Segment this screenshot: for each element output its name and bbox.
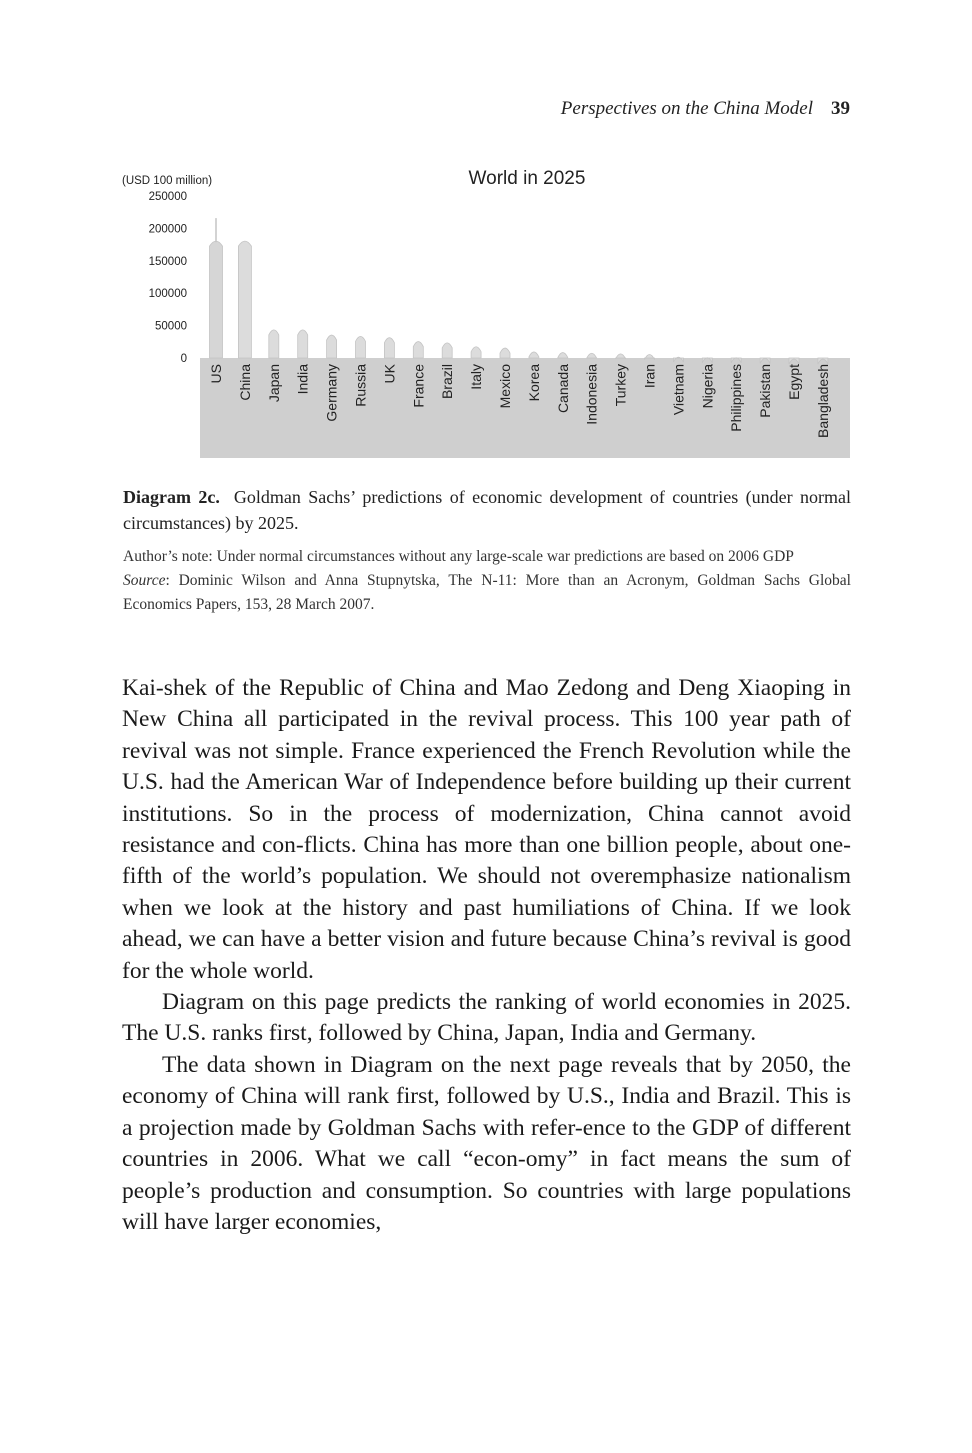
y-tick-label: 100000	[148, 288, 187, 301]
figure-caption	[123, 484, 851, 536]
figure-notes	[123, 545, 851, 617]
x-tick-label-bangladesh: Bangladesh	[814, 364, 831, 438]
y-axis-label: (USD 100 million)	[122, 175, 213, 187]
x-tick-label-nigeria: Nigeria	[699, 364, 716, 409]
bar-china	[238, 241, 251, 358]
x-tick-label-mexico: Mexico	[497, 364, 513, 409]
bar-russia	[356, 336, 366, 358]
x-tick-label-philippines: Philippines	[728, 364, 745, 432]
author-note: Author’s note: Under normal circumstances without any large-scale war predictions are based on 2006 GDP	[123, 548, 794, 565]
bar-us	[210, 241, 223, 358]
bar-mexico	[500, 348, 510, 358]
x-tick-label-egypt: Egypt	[786, 364, 802, 400]
source-note	[123, 569, 851, 617]
source-label: Source	[123, 572, 166, 589]
bar-indonesia	[587, 353, 597, 358]
x-tick-label-germany: Germany	[323, 364, 340, 422]
x-tick-label-japan: Japan	[265, 364, 282, 403]
bar-brazil	[442, 343, 452, 358]
x-tick-label-vietnam: Vietnam	[670, 364, 687, 416]
x-tick-label-us: US	[208, 364, 224, 384]
bar-canada	[558, 353, 568, 358]
chart-svg	[0, 0, 972, 470]
bar-germany	[327, 335, 337, 358]
paragraph-3: The data shown in Diagram on the next page reveals that by 2050, the economy of China will rank first, followed by U.S., India and Brazil. This is a projection made by Goldman Sachs with refer-ence to the GDP of different countries in 2006. What we call “econ-omy” in fact means the sum of people’s production and consumption. So countries with large populations will have larger economies,	[122, 1051, 851, 1235]
bar-france	[413, 342, 423, 358]
x-tick-label-italy: Italy	[468, 364, 485, 390]
x-tick-label-china: China	[236, 364, 253, 401]
x-tick-label-brazil: Brazil	[439, 364, 456, 400]
running-head-title: Perspectives on the China Model	[560, 98, 813, 119]
source-text: : Dominic Wilson and Anna Stupnytska, The N-11: More than an Acronym, Goldman Sachs Global Economics Papers, 153, 28 March 2007.	[123, 572, 851, 613]
chart-title: World in 2025	[468, 168, 586, 189]
x-tick-label-indonesia: Indonesia	[583, 364, 600, 425]
bar-uk	[384, 338, 394, 358]
x-tick-label-korea: Korea	[525, 364, 542, 402]
x-tick-label-pakistan: Pakistan	[757, 364, 774, 418]
x-tick-label-uk: UK	[381, 364, 398, 384]
y-tick-label: 0	[180, 353, 187, 365]
body-text	[122, 673, 851, 1238]
y-tick-label: 200000	[148, 223, 187, 236]
x-tick-label-turkey: Turkey	[612, 364, 629, 407]
y-tick-label: 250000	[148, 191, 187, 203]
caption-text: Goldman Sachs’ predictions of economic development of countries (under normal circumstances) by 2025.	[123, 487, 851, 533]
x-tick-label-canada: Canada	[554, 364, 571, 414]
bar-korea	[529, 352, 539, 358]
chart-figure	[0, 0, 972, 470]
x-tick-label-iran: Iran	[641, 364, 658, 389]
x-tick-label-russia: Russia	[352, 364, 369, 407]
y-tick-label: 150000	[148, 255, 187, 268]
x-tick-label-france: France	[410, 364, 427, 408]
paragraph-1: Kai-shek of the Republic of China and Mao Zedong and Deng Xiaoping in New China all participated in the revival process. This 100 year path of revival was not simple. France experienced the French Revolution while the U.S. had the American War of Independence before building up their current institutions. So in the process of modernization, China cannot avoid resistance and con-flicts. China has more than one billion people, about one-fifth of the world’s population. We should not overemphasize nationalism when we look at the history and past humiliations of China. If we look ahead, we can have a better vision and future because China’s revival is good for the whole world.	[122, 675, 851, 984]
caption-label: Diagram 2c.	[123, 487, 220, 507]
bar-japan	[269, 330, 279, 358]
bar-india	[298, 330, 308, 358]
x-tick-label-india: India	[294, 364, 311, 395]
page-number: 39	[831, 98, 850, 119]
paragraph-2: Diagram on this page predicts the ranking of world economies in 2025. The U.S. ranks first, followed by China, Japan, India and Germany.	[122, 989, 851, 1047]
bar-turkey	[616, 354, 626, 359]
y-tick-label: 50000	[155, 320, 187, 333]
bar-italy	[471, 347, 481, 358]
